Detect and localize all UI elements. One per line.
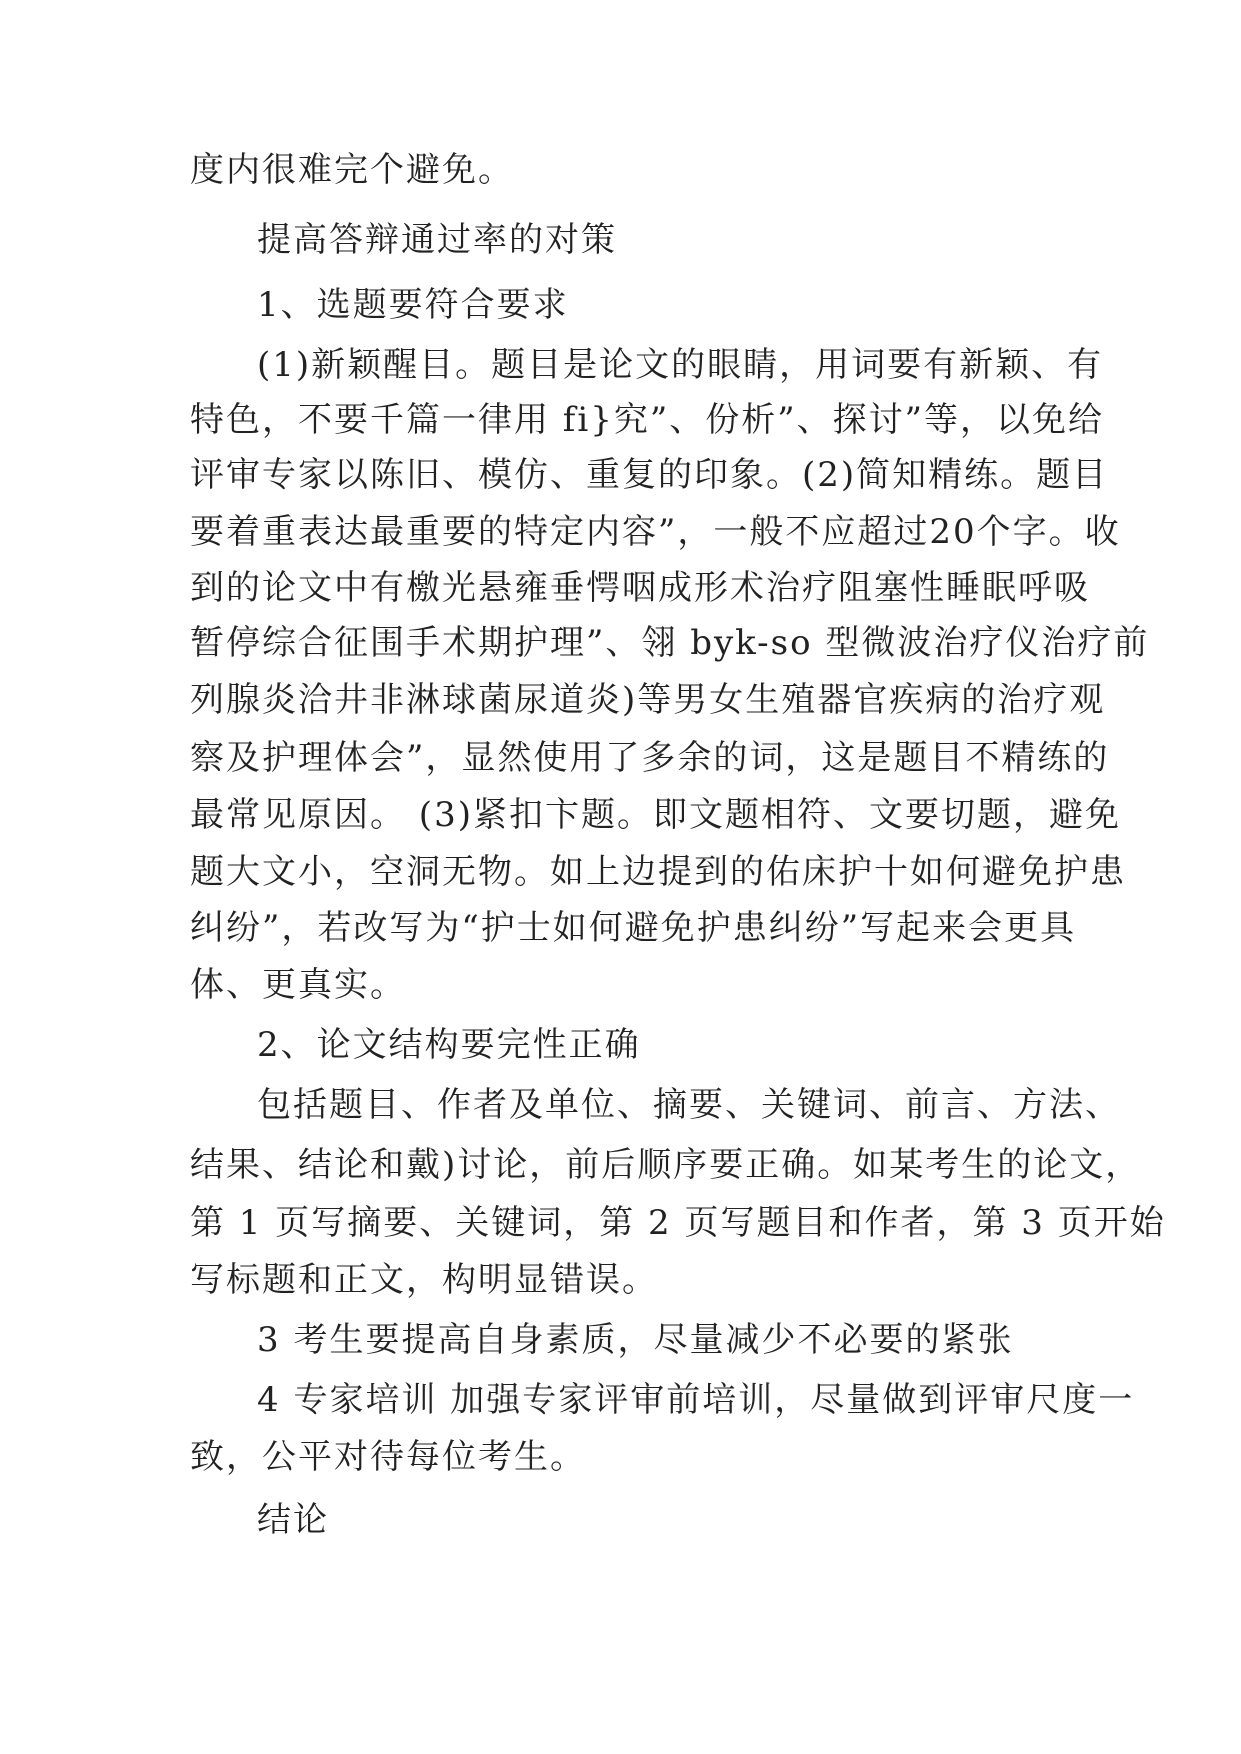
body-line: 评审专家以陈旧、模仿、重复的印象。(2)简知精练。题目 — [190, 455, 1109, 495]
subsection-heading: 4 专家培训 加强专家评审前培训，尽量做到评审尺度一 — [257, 1380, 1135, 1420]
body-line: 第 1 页写摘要、关键词，第 2 页写题目和作者，第 3 页开始 — [190, 1203, 1166, 1243]
section-heading: 提高答辩通过率的对策 — [257, 220, 617, 260]
body-line: 纠纷”，若改写为“护士如何避免护患纠纷”写起来会更具 — [190, 908, 1077, 948]
body-line: 暂停综合征围手术期护理”、翎 byk-so 型微波治疗仪治疗前 — [190, 623, 1150, 663]
body-line: 特色，不要千篇一律用 fi}究”、份析”、探讨”等，以免给 — [190, 400, 1105, 440]
body-line: 致，公平对待每位考生。 — [190, 1437, 586, 1477]
subsection-heading: 3 考生要提高自身素质，尽量减少不必要的紧张 — [257, 1320, 1014, 1360]
body-line: (1)新颖醒目。题目是论文的眼睛，用词要有新颖、有 — [257, 345, 1104, 385]
body-line: 列腺炎洽井非淋球菌尿道炎)等男女生殖器官疾病的治疗观 — [190, 680, 1106, 720]
body-line: 到的论文中有檄光悬雍垂愕咽成形术治疗阻塞性睡眠呼吸 — [190, 568, 1090, 608]
body-line: 包括题目、作者及单位、摘要、关键词、前言、方法、 — [257, 1085, 1121, 1125]
body-line: 体、更真实。 — [190, 965, 406, 1005]
subsection-heading: 2、论文结构要完性正确 — [257, 1025, 641, 1065]
body-line: 度内很难完个避免。 — [190, 150, 514, 190]
body-line: 要着重表达最重要的特定内容”，一般不应超过20个字。收 — [190, 512, 1121, 552]
body-line: 察及护理体会”，显然使用了多余的词，这是题目不精练的 — [190, 738, 1110, 778]
body-line: 结果、结论和戴)讨论，前后顺序要正确。如某考生的论文， — [190, 1145, 1142, 1185]
body-line: 题大文小，空洞无物。如上边提到的佑床护十如何避免护患 — [190, 852, 1126, 892]
subsection-heading: 1、选题要符合要求 — [257, 285, 569, 325]
body-line: 最常见原因。 (3)紧扣卞题。即文题相符、文要切题，避免 — [190, 795, 1121, 835]
body-line: 写标题和正文，构明显错误。 — [190, 1260, 658, 1300]
section-heading: 结论 — [257, 1500, 329, 1540]
